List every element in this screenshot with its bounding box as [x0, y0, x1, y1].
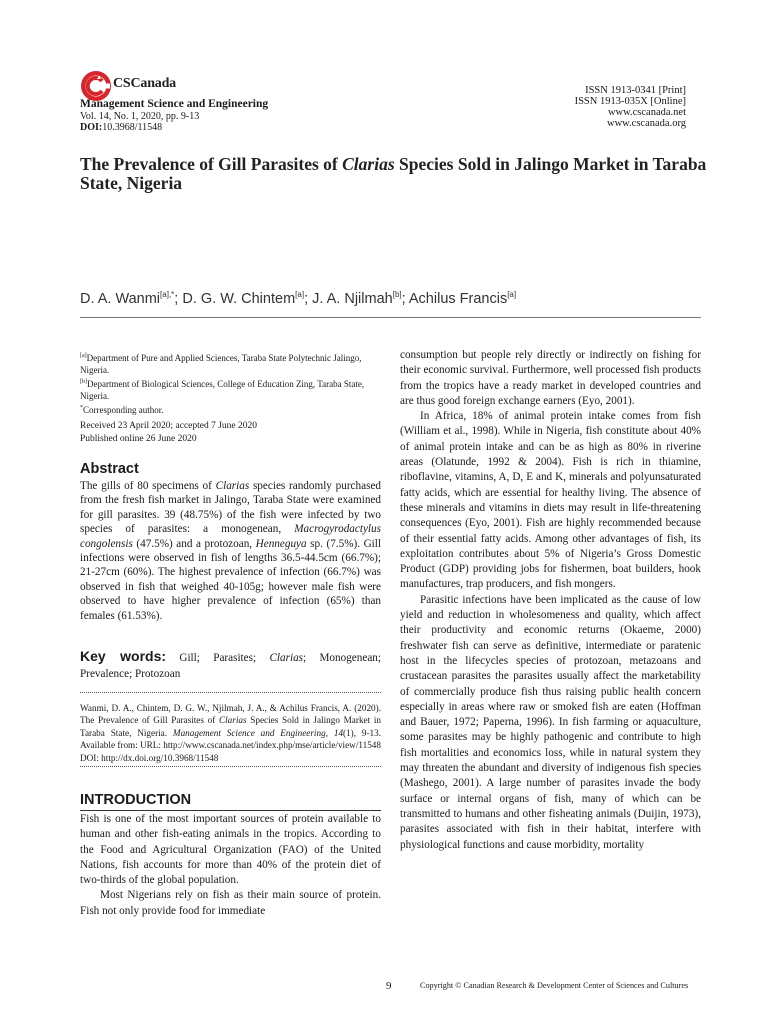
- keywords-text: ; Monogenean; Prevalence; Protozoan: [80, 652, 382, 680]
- affil-text: Corresponding author.: [83, 405, 164, 415]
- abstract-text: The gills of 80 specimens of: [80, 480, 216, 492]
- introduction-rule: [80, 810, 381, 811]
- abstract-heading: Abstract: [80, 461, 139, 477]
- introduction-body: [80, 812, 381, 919]
- citation-divider-bottom: [80, 766, 381, 767]
- abstract-italic: Macrogyrodactylus congolensis: [80, 523, 381, 550]
- header-divider: [80, 317, 701, 318]
- affiliation-item: [80, 376, 385, 402]
- affil-mark: [b]: [80, 379, 87, 385]
- website-link-net[interactable]: www.cscanada.net: [607, 107, 686, 118]
- abstract-body: [80, 479, 381, 623]
- paragraph: Most Nigerians rely on fish as their main source of protein. Fish not only provide food for immediate: [80, 889, 381, 917]
- issn-block: [575, 85, 686, 129]
- affiliation-item: [80, 350, 385, 376]
- doi-line: [80, 122, 162, 133]
- title-text: The Prevalence of Gill Parasites of: [80, 154, 343, 174]
- affiliations: [80, 350, 385, 416]
- abstract-text: species randomly purchased from the fresh fish market in Jalingo, Taraba State were examined for gill parasites. 39 (48.75%) of the fish were infected by two species of parasites: a monogenean,: [80, 480, 381, 536]
- issn-print: ISSN 1913-0341 [Print]: [585, 85, 686, 96]
- author-separator: ;: [304, 290, 313, 307]
- affil-mark: [a]: [80, 353, 87, 359]
- paragraph: In Africa, 18% of animal protein intake comes from fish (William et al., 1998). While in Nigeria, fish constitute about 40% of animal protein intake and can be as high as 80% in riverine areas (Olatunde, 1992 & 2004). Fish is rich in thiamine, riboflavine, vitamins, A, D, E and K, minerals and polyunsaturated fatty acids, which are essential for healthy living. The absence of these minerals and vitamins in diets may result in life-threatening consequences (Eyo, 2001). Fish are highly recommended because of their essential fatty acids. Among other advantages of fish, its exploitation contributes about 5% of Nigeria’s Gross Domestic Product (GDP) providing jobs for fishermen, boat builders, hook manufactures, trap producers, and fish mongers.: [400, 410, 701, 591]
- paragraph: Parasitic infections have been implicated as the cause of low yield and reduction in wholesomeness and quality, which affect their productivity and economic returns (Okaeme, 2000) freshwater fish can serve as definitive, intermediate or paratenic host in the lifecycles species of protozoan, metazoans and crustacean parasites the parasites usually affect the marketability of commercially produce fish thus raising public health concern especially in areas where raw or smoked fish are eaten (Hoffman and Bauer, 1972; Paperna, 1996). In fish farming or aquaculture, some parasites may be highly pathogenic and contribute to high fish mortalities and economics loss, while in natural system they may threaten the abundant and diversity of indigenous fish species (Mashego, 2001). A large number of parasites invade the body surface or internal organs of fish, many of which can be transmitted to humans and other fisheating animals (Duijin, 1973), parasites associated with fish in their habitat, interfere with physiological functions and cause morbidity, mortality: [400, 593, 701, 851]
- author-name: D. G. W. Chintem: [182, 290, 296, 307]
- citation-italic: Clarias: [219, 715, 247, 726]
- abstract-italic: Henneguya: [255, 537, 307, 550]
- citation-italic: Management Science and Engineering: [172, 727, 326, 738]
- citation-divider-top: [80, 692, 381, 693]
- issn-online: ISSN 1913-035X [Online]: [574, 96, 686, 107]
- abstract-italic: Clarias: [215, 480, 250, 492]
- volume-line: Vol. 14, No. 1, 2020, pp. 9-13: [80, 111, 200, 122]
- author-name: J. A. Njilmah: [312, 290, 393, 307]
- citation-text: ,: [325, 727, 334, 738]
- page-number: 9: [386, 980, 392, 992]
- author-separator: ;: [401, 290, 409, 307]
- keywords-label: Key words:: [80, 648, 167, 664]
- affil-text: Department of Biological Sciences, College of Education Zing, Taraba State, Nigeria.: [80, 379, 365, 401]
- keywords-text: Gill; Parasites;: [166, 652, 270, 664]
- affiliation-item: [80, 402, 385, 416]
- publisher-brand: CSCanada: [113, 76, 176, 91]
- doi-label: DOI:: [80, 122, 103, 133]
- abstract-text: (47.5%) and a protozoan,: [132, 537, 256, 550]
- affil-mark: *: [80, 405, 83, 411]
- author-list: [80, 290, 700, 307]
- introduction-heading: INTRODUCTION: [80, 792, 192, 808]
- article-title: [80, 155, 710, 192]
- published-date: Published online 26 June 2020: [80, 433, 197, 444]
- citation-block: [80, 702, 381, 764]
- article-dates: [80, 420, 385, 445]
- citation-italic: 14: [333, 727, 344, 738]
- author-name: Achilus Francis: [408, 290, 508, 307]
- paragraph: consumption but people rely directly or indirectly on fishing for their economic survival. Furthermore, well processed fish products from the tropics have a ready market in developed countries and are thus good foreign exchange earners (Eyo, 2001).: [400, 349, 701, 407]
- author-affil-mark: [b]: [392, 290, 402, 299]
- abstract-text: sp. (7.5%). Gill infections were observed in fish of lengths 36.5-44.5cm (66.7%); 21-27cm (60%). The highest prevalence of infection (66.7%) was observed in fish that weighed 40-105g; however male fish were observed to have higher prevalence of infection (65%) than females (61.53%).: [80, 537, 382, 622]
- received-date: Received 23 April 2020; accepted 7 June 2020: [80, 421, 258, 431]
- citation-text: Species Sold in Jalingo Market in Taraba State, Nigeria.: [80, 715, 382, 738]
- copyright-notice: Copyright © Canadian Research & Development Center of Sciences and Cultures: [420, 981, 689, 990]
- citation-text: Wanmi, D. A., Chintem, D. G. W., Njilmah, J. A., & Achilus Francis, A. (2020). The Prevalence of Gill Parasites of: [80, 703, 381, 726]
- author-affil-mark: [a]: [507, 290, 517, 299]
- doi-value: 10.3968/11548: [102, 122, 163, 133]
- author-affil-mark: [a]: [295, 290, 305, 299]
- author-affil-mark: [a],*: [160, 290, 175, 299]
- author-separator: ;: [174, 290, 183, 307]
- website-link-org[interactable]: www.cscanada.org: [606, 118, 686, 129]
- right-column-body: [400, 348, 701, 853]
- affil-text: Department of Pure and Applied Sciences, Taraba State Polytechnic Jalingo, Nigeria.: [80, 353, 362, 375]
- paragraph: Fish is one of the most important sources of protein available to human and other fish-eating animals in the tropics. According to the Food and Agricultural Organization (FAO) of the United Nations, fish accounts for more than 40% of the protein diet of two-thirds of the global population.: [80, 813, 381, 887]
- citation-text: (1), 9-13. Available from: URL: http://www.cscanada.net/index.php/mse/article/view/11548 DOI: http://dx.doi.org/10.3968/11548: [80, 727, 382, 763]
- title-text-end: Species Sold in Jalingo Market in Taraba State, Nigeria: [80, 154, 707, 193]
- journal-name: Management Science and Engineering: [80, 98, 269, 110]
- keywords-italic: Clarias: [269, 652, 304, 664]
- keywords: [80, 648, 381, 682]
- title-italic: Clarias: [342, 154, 395, 174]
- author-name: D. A. Wanmi: [80, 290, 161, 307]
